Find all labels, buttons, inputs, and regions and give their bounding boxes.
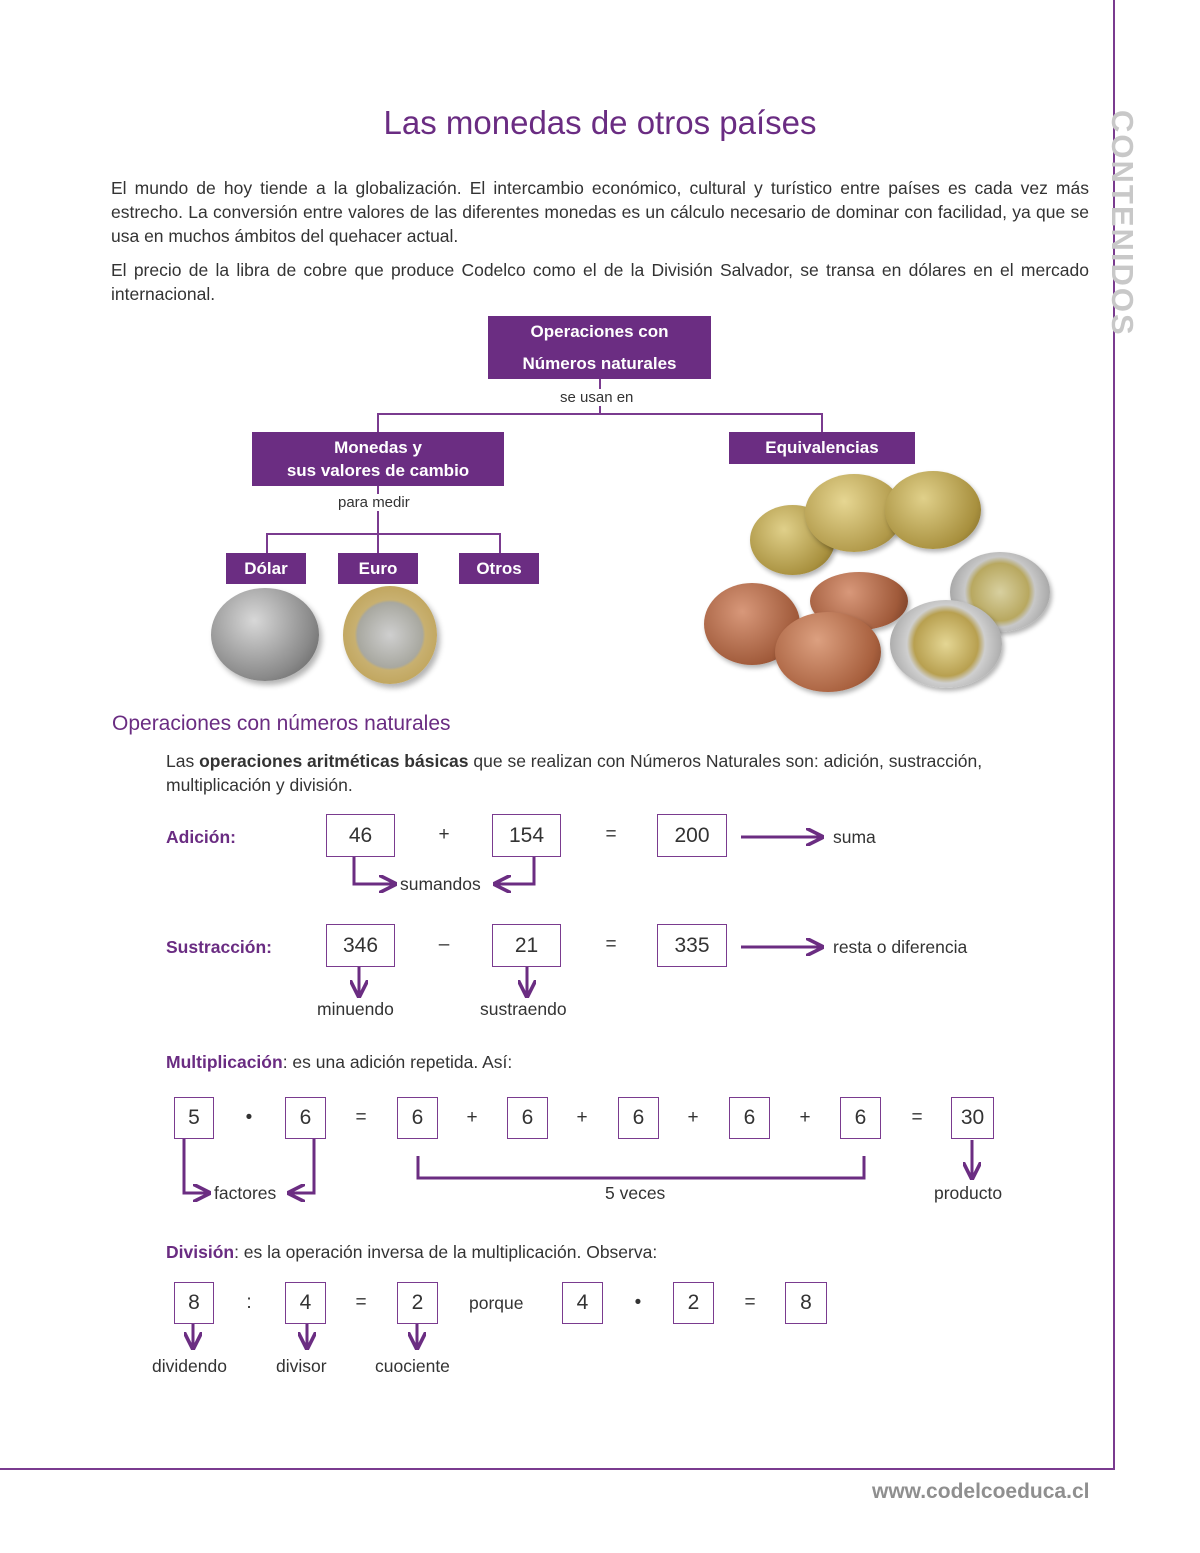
- arrow-factor-2: [289, 1139, 314, 1193]
- addition-operand-a: 46: [326, 814, 395, 857]
- division-quotient-name: cuociente: [375, 1356, 450, 1376]
- multiplication-result: 30: [951, 1097, 994, 1139]
- division-check-result: 8: [785, 1282, 827, 1324]
- map-root-line1: Operaciones con: [530, 321, 669, 341]
- multiplication-factors-name: factores: [214, 1183, 277, 1203]
- multiplication-term: 6: [397, 1097, 438, 1139]
- multiplication-plus: +: [466, 1107, 478, 1128]
- addition-operand-b: 154: [492, 814, 561, 857]
- addition-result-name: suma: [833, 827, 876, 847]
- division-label: División: [166, 1242, 235, 1262]
- division-divisor: 4: [285, 1282, 326, 1324]
- arrow-sumando-2: [495, 857, 534, 884]
- multiplication-equals-2: =: [911, 1107, 923, 1128]
- page-title: Las monedas de otros países: [383, 104, 817, 141]
- division-check-equals: =: [744, 1292, 756, 1313]
- subtraction-minus: –: [438, 934, 450, 955]
- map-leaf-dolar: Dólar: [226, 553, 306, 584]
- section-intro-prefix: Las: [166, 751, 200, 771]
- multiplication-term: 6: [507, 1097, 548, 1139]
- section-title: Operaciones con números naturales: [112, 712, 451, 735]
- addition-equals: =: [605, 824, 617, 845]
- division-colon: :: [246, 1292, 252, 1313]
- division-dividend: 8: [174, 1282, 214, 1324]
- division-desc: : es la operación inversa de la multiplicación. Observa:: [234, 1242, 658, 1262]
- division-because: porque: [469, 1293, 524, 1313]
- multiplication-term: 6: [840, 1097, 881, 1139]
- intro-paragraph-2: El precio de la libra de cobre que produce Codelco como el de la División Salvador, se transa en dólares en el mercado internacional.: [111, 260, 1089, 304]
- arrow-factor-1: [184, 1139, 209, 1193]
- intro-paragraph-1: El mundo de hoy tiende a la globalización. El intercambio económico, cultural y turístico entre países es cada vez más estrecho. La conversión entre valores de las diferentes monedas es un cálculo necesario de dominar con facilidad, ya que se usa en muchos ámbitos del quehacer actual.: [111, 178, 1089, 246]
- map-leaf-otros: Otros: [459, 553, 539, 584]
- multiplication-factor-a: 5: [174, 1097, 214, 1139]
- subtraction-subtrahend-name: sustraendo: [480, 999, 567, 1019]
- multiplication-plus: +: [799, 1107, 811, 1128]
- subtraction-result: 335: [657, 924, 727, 967]
- multiplication-times-name: 5 veces: [605, 1183, 666, 1203]
- map-connector-root: se usan en: [560, 389, 634, 406]
- footer-url[interactable]: www.codelcoeduca.cl: [872, 1480, 1090, 1503]
- bracket-5-veces: [418, 1156, 864, 1178]
- multiplication-dot: •: [245, 1107, 253, 1128]
- map-node-monedas-line2: sus valores de cambio: [286, 461, 470, 480]
- division-check-a: 4: [562, 1282, 603, 1324]
- addition-operands-name: sumandos: [400, 874, 481, 894]
- addition-result: 200: [657, 814, 727, 857]
- division-equals: =: [355, 1292, 367, 1313]
- section-intro-bold: operaciones aritméticas básicas: [199, 751, 469, 771]
- map-node-equivalencias: Equivalencias: [729, 432, 915, 464]
- division-dividend-name: dividendo: [152, 1356, 227, 1376]
- division-quotient: 2: [397, 1282, 438, 1324]
- multiplication-term: 6: [729, 1097, 770, 1139]
- subtraction-equals: =: [605, 934, 617, 955]
- section-intro-suffix: que se realizan con Números Naturales son: adición, sustracción, multiplicación y división.: [166, 751, 983, 795]
- multiplication-plus: +: [576, 1107, 588, 1128]
- multiplication-plus: +: [687, 1107, 699, 1128]
- multiplication-equals: =: [355, 1107, 367, 1128]
- addition-plus: +: [438, 824, 450, 845]
- subtraction-label: Sustracción:: [166, 937, 272, 957]
- map-leaf-euro: Euro: [338, 553, 418, 584]
- subtraction-result-name: resta o diferencia: [833, 937, 968, 957]
- division-check-b: 2: [673, 1282, 714, 1324]
- subtraction-operand-b: 21: [492, 924, 561, 967]
- subtraction-minuend-name: minuendo: [317, 999, 394, 1019]
- side-label: CONTENIDOS: [1105, 110, 1140, 337]
- map-root-line2: Números naturales: [522, 353, 677, 373]
- multiplication-label: Multiplicación: [166, 1052, 283, 1072]
- division-heading: [166, 1242, 657, 1263]
- multiplication-factor-b: 6: [285, 1097, 326, 1139]
- addition-label: Adición:: [166, 827, 236, 847]
- multiplication-heading: [166, 1052, 512, 1073]
- multiplication-product-name: producto: [934, 1183, 1003, 1203]
- arrow-sumando-1: [354, 857, 395, 884]
- map-node-monedas-line1: Monedas y: [334, 438, 422, 457]
- multiplication-term: 6: [618, 1097, 659, 1139]
- division-check-dot: •: [634, 1292, 642, 1313]
- multiplication-desc: : es una adición repetida. Así:: [282, 1052, 513, 1072]
- subtraction-operand-a: 346: [326, 924, 395, 967]
- map-connector-left: para medir: [338, 494, 410, 511]
- division-divisor-name: divisor: [276, 1356, 327, 1376]
